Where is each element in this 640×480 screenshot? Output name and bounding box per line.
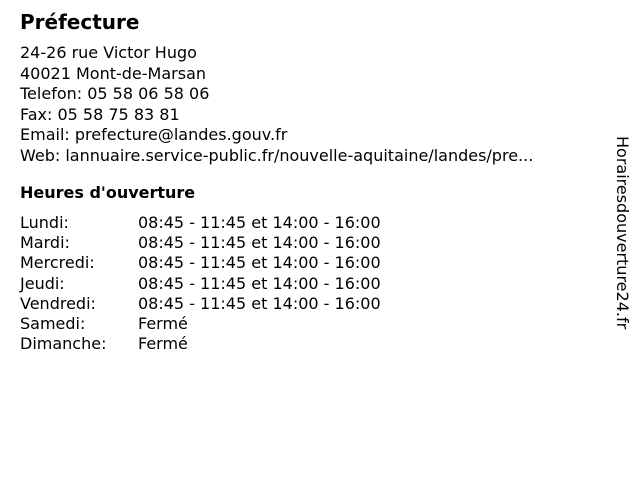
time-value: Fermé — [138, 334, 188, 354]
time-value: 08:45 - 11:45 et 14:00 - 16:00 — [138, 213, 381, 232]
time-value: Fermé — [138, 314, 188, 334]
hours-row-sunday — [20, 334, 381, 354]
day-label: Mardi: — [20, 233, 70, 253]
hours-row-tuesday — [20, 233, 381, 253]
hours-row-monday — [20, 213, 381, 233]
time-value: 08:45 - 11:45 et 14:00 - 16:00 — [138, 233, 381, 253]
hours-heading: Heures d'ouverture — [20, 183, 196, 202]
email-line: Email: prefecture@landes.gouv.fr — [20, 125, 288, 144]
day-label: Lundi: — [20, 213, 69, 232]
contact-details — [20, 43, 533, 166]
day-label: Dimanche: — [20, 334, 107, 354]
place-title: Préfecture — [20, 10, 140, 34]
day-label: Vendredi: — [20, 293, 96, 313]
hours-row-saturday — [20, 314, 381, 334]
time-value: 08:45 - 11:45 et 14:00 - 16:00 — [138, 253, 381, 273]
hours-row-friday — [20, 294, 381, 314]
time-value: 08:45 - 11:45 et 14:00 - 16:00 — [138, 293, 381, 313]
day-label: Jeudi: — [20, 273, 65, 293]
time-value: 08:45 - 11:45 et 14:00 - 16:00 — [138, 273, 381, 293]
hours-row-thursday — [20, 274, 381, 294]
hours-row-wednesday — [20, 253, 381, 273]
address-street: 24-26 rue Victor Hugo — [20, 43, 197, 62]
hours-table — [20, 213, 381, 354]
address-city: 40021 Mont-de-Marsan — [20, 63, 207, 83]
day-label: Samedi: — [20, 314, 86, 334]
web-line: Web: lannuaire.service-public.fr/nouvelle-aquitaine/landes/pre... — [20, 145, 534, 165]
fax-line: Fax: 05 58 75 83 81 — [20, 104, 180, 124]
brand-watermark: Horairesdouverture24.fr — [613, 136, 632, 330]
phone-line: Telefon: 05 58 06 58 06 — [20, 84, 210, 103]
day-label: Mercredi: — [20, 253, 95, 273]
